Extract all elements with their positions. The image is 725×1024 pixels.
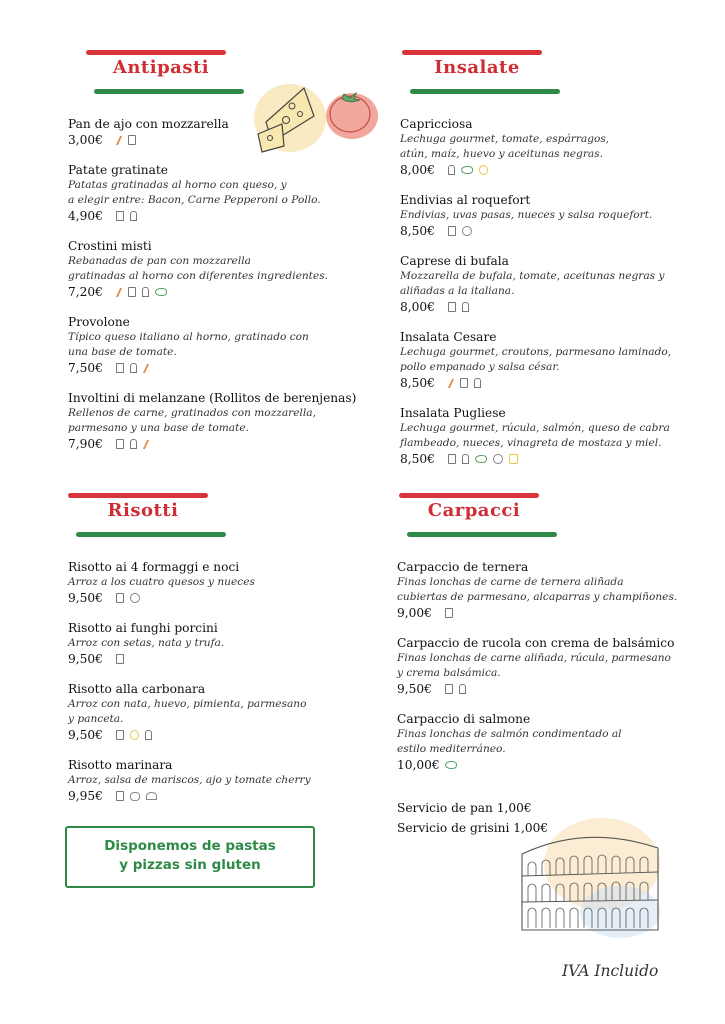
menu-item-name: Insalata Pugliese — [400, 406, 506, 420]
allergen-dairy-icon — [116, 211, 124, 221]
allergen-dairy-icon — [116, 791, 124, 801]
allergen-milk-icon — [130, 363, 137, 373]
price-row — [400, 223, 690, 239]
menu-item-description: Finas lonchas de salmón condimentado al — [397, 728, 622, 740]
price-row — [68, 436, 358, 452]
menu-item-price: 8,50€ — [400, 224, 435, 238]
allergen-wheat-icon — [116, 136, 124, 145]
menu-item-description: cubiertas de parmesano, alcaparras y champiñones. — [397, 591, 678, 603]
price-row — [400, 162, 690, 178]
menu-item-description: Finas lonchas de carne aliñada, rúcula, parmesano — [397, 652, 671, 664]
allergen-dairy-icon — [116, 439, 124, 449]
menu-item-description: Lechuga gourmet, rúcula, salmón, queso de cabra — [400, 422, 670, 434]
menu-item-description: atún, maíz, huevo y aceitunas negras. — [400, 148, 604, 160]
menu-item-description: y crema balsámica. — [397, 667, 501, 679]
insalate-items — [400, 116, 690, 467]
insalate-banner — [402, 50, 552, 94]
cheese-illustration — [248, 76, 330, 160]
carpacci-section — [397, 493, 697, 773]
menu-item — [68, 390, 358, 452]
menu-item-description: Endivias, uvas pasas, nueces y salsa roquefort. — [400, 209, 653, 221]
tomato-illustration — [320, 82, 382, 142]
menu-item-description: Mozzarella de bufala, tomate, aceitunas negras y — [400, 270, 665, 282]
carpacci-items — [397, 559, 697, 773]
menu-item-description: Rellenos de carne, gratinados con mozzarella, — [68, 407, 316, 419]
menu-item-description: Arroz, salsa de mariscos, ajo y tomate cherry — [68, 774, 311, 786]
allergen-milk-icon — [448, 165, 455, 175]
menu-item-price: 8,00€ — [400, 163, 435, 177]
menu-item — [400, 116, 690, 178]
menu-item-name: Involtini di melanzane (Rollitos de berenjenas) — [68, 391, 357, 405]
price-row — [68, 590, 358, 606]
antipasti-banner — [86, 50, 236, 94]
gluten-notice-line1: Disponemos de pastas — [104, 838, 276, 854]
allergen-dairy-icon — [116, 363, 124, 373]
price-row — [397, 605, 697, 621]
allergen-milk-icon — [474, 378, 481, 388]
menu-item-description: Rebanadas de pan con mozzarella — [68, 255, 251, 267]
menu-item-description: estilo mediterráneo. — [397, 743, 506, 755]
allergen-dairy-icon — [128, 135, 136, 145]
price-row — [68, 284, 358, 300]
allergen-dairy-icon — [116, 730, 124, 740]
menu-item — [68, 681, 358, 743]
allergen-wheat-icon — [116, 288, 124, 297]
menu-item-description: gratinadas al horno con diferentes ingredientes. — [68, 270, 329, 282]
menu-item — [68, 162, 358, 224]
menu-item-description: Arroz a los cuatro quesos y nueces — [68, 576, 255, 588]
allergen-dairy-icon — [448, 226, 456, 236]
gluten-notice-line2: y pizzas sin gluten — [119, 857, 261, 873]
menu-item — [397, 559, 697, 621]
menu-item — [68, 757, 358, 804]
allergen-dairy-icon — [445, 684, 453, 694]
menu-item-price: 8,00€ — [400, 300, 435, 314]
menu-item-description: parmesano y una base de tomate. — [68, 422, 249, 434]
menu-item — [68, 238, 358, 300]
price-row — [397, 681, 697, 697]
menu-item — [400, 192, 690, 239]
allergen-fish-icon — [475, 455, 487, 463]
allergen-milk-icon — [145, 730, 152, 740]
colosseum-illustration — [516, 804, 666, 944]
price-row — [68, 788, 358, 804]
menu-item-description: y panceta. — [68, 713, 124, 725]
menu-item-price: 9,50€ — [68, 728, 103, 742]
insalate-title: Insalate — [434, 57, 520, 78]
menu-item-name: Provolone — [68, 315, 130, 329]
menu-item-price: 9,00€ — [397, 606, 432, 620]
menu-item-description: flambeado, nueces, vinagreta de mostaza y miel. — [400, 437, 662, 449]
allergen-egg-icon — [130, 730, 139, 740]
menu-item-price: 8,50€ — [400, 376, 435, 390]
menu-item — [400, 329, 690, 391]
price-row — [68, 651, 358, 667]
bread-service: Servicio de pan 1,00€ — [397, 801, 532, 815]
price-row — [68, 208, 358, 224]
menu-item-description: Arroz con setas, nata y trufa. — [68, 637, 225, 649]
menu-item-description: aliñadas a la italiana. — [400, 285, 515, 297]
allergen-egg-icon — [479, 165, 488, 175]
menu-item-name: Risotto ai funghi porcini — [68, 621, 218, 635]
menu-item-price: 7,90€ — [68, 437, 103, 451]
menu-item — [397, 635, 697, 697]
menu-item-description: Lechuga gourmet, croutons, parmesano laminado, — [400, 346, 672, 358]
menu-item-description: Arroz con nata, huevo, pimienta, parmesano — [68, 698, 307, 710]
menu-item-name: Risotto marinara — [68, 758, 173, 772]
price-row — [400, 299, 690, 315]
allergen-milk-icon — [130, 211, 137, 221]
allergen-dairy-icon — [460, 378, 468, 388]
menu-item-description: pollo empanado y salsa césar. — [400, 361, 560, 373]
menu-item — [68, 559, 358, 606]
menu-item-price: 9,50€ — [68, 652, 103, 666]
menu-item-name: Risotto ai 4 formaggi e noci — [68, 560, 240, 574]
allergen-nut-icon — [460, 224, 474, 238]
menu-item — [400, 253, 690, 315]
menu-item-name: Carpaccio di salmone — [397, 712, 531, 726]
risotti-items — [68, 559, 358, 804]
menu-item-description: Lechuga gourmet, tomate, espárragos, — [400, 133, 610, 145]
allergen-milk-icon — [130, 439, 137, 449]
risotti-banner — [68, 493, 218, 537]
menu-item-description: a elegir entre: Bacon, Carne Pepperoni o Pollo. — [68, 194, 321, 206]
allergen-nut-icon — [128, 591, 142, 605]
menu-item-price: 7,50€ — [68, 361, 103, 375]
menu-item-price: 9,95€ — [68, 789, 103, 803]
menu-item-name: Risotto alla carbonara — [68, 682, 206, 696]
allergen-dairy-icon — [116, 593, 124, 603]
allergen-milk-icon — [462, 302, 469, 312]
menu-item-description: Típico queso italiano al horno, gratinado con — [68, 331, 309, 343]
allergen-dairy-icon — [448, 302, 456, 312]
menu-item-description: Finas lonchas de carne de ternera aliñada — [397, 576, 624, 588]
menu-item — [400, 405, 690, 467]
menu-item-name: Capricciosa — [400, 117, 473, 131]
allergen-milk-icon — [142, 287, 149, 297]
iva-included-note: IVA Incluido — [562, 962, 659, 980]
menu-item-name: Caprese di bufala — [400, 254, 509, 268]
allergen-milk-icon — [462, 454, 469, 464]
menu-item-name: Insalata Cesare — [400, 330, 497, 344]
allergen-dairy-icon — [445, 608, 453, 618]
menu-item-price: 10,00€ — [397, 758, 440, 772]
risotti-section — [68, 493, 358, 804]
allergen-wheat-icon — [143, 440, 151, 449]
allergen-milk-icon — [459, 684, 466, 694]
menu-item — [68, 314, 358, 376]
menu-item-name: Crostini misti — [68, 239, 152, 253]
allergen-dairy-icon — [116, 654, 124, 664]
menu-item-description: Patatas gratinadas al horno con queso, y — [68, 179, 287, 191]
menu-item-description: una base de tomate. — [68, 346, 177, 358]
menu-item-price: 4,90€ — [68, 209, 103, 223]
allergen-fish-icon — [445, 761, 457, 769]
menu-item-name: Patate gratinate — [68, 163, 168, 177]
price-row — [397, 757, 697, 773]
carpacci-banner — [399, 493, 549, 537]
allergen-fish-icon — [461, 166, 473, 174]
menu-item-name: Endivias al roquefort — [400, 193, 531, 207]
menu-item-price: 8,50€ — [400, 452, 435, 466]
menu-item-price: 9,50€ — [397, 682, 432, 696]
menu-item — [68, 620, 358, 667]
antipasti-items — [68, 116, 358, 452]
allergen-wheat-icon — [143, 364, 151, 373]
grisini-service: Servicio de grisini 1,00€ — [397, 821, 549, 835]
price-row — [400, 375, 690, 391]
price-row — [400, 451, 690, 467]
allergen-mustard-icon — [509, 454, 518, 464]
menu-item-name: Carpaccio de rucola con crema de balsámico — [397, 636, 675, 650]
allergen-nut-icon — [491, 452, 505, 466]
allergen-wheat-icon — [448, 379, 456, 388]
menu-item-name: Carpaccio de ternera — [397, 560, 529, 574]
insalate-section — [400, 50, 690, 467]
menu-item — [397, 711, 697, 773]
allergen-fish-icon — [155, 288, 167, 296]
allergen-dairy-icon — [448, 454, 456, 464]
menu-item-price: 3,00€ — [68, 133, 103, 147]
gluten-free-notice — [65, 826, 315, 888]
menu-item-name: Pan de ajo con mozzarella — [68, 117, 229, 131]
allergen-dairy-icon — [128, 287, 136, 297]
menu-item-price: 9,50€ — [68, 591, 103, 605]
price-row — [68, 360, 358, 376]
price-row — [68, 727, 358, 743]
antipasti-title: Antipasti — [112, 57, 210, 78]
risotti-title: Risotti — [107, 500, 179, 521]
carpacci-title: Carpacci — [427, 500, 521, 521]
allergen-shell-icon — [146, 792, 157, 800]
menu-item-price: 7,20€ — [68, 285, 103, 299]
allergen-crust-icon — [130, 792, 140, 801]
